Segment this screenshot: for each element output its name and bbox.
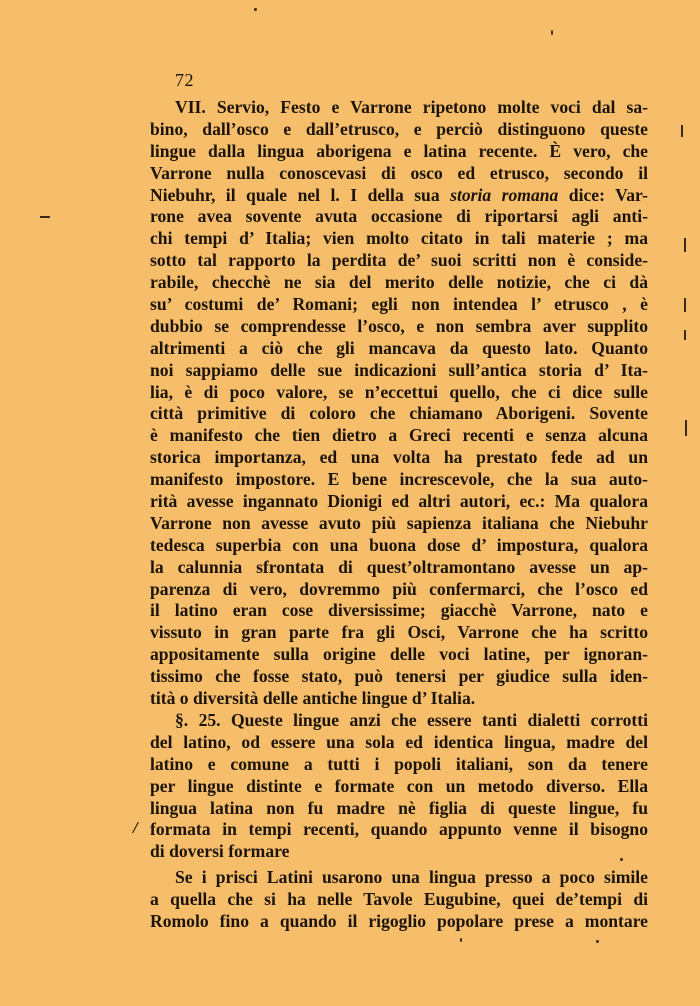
text-line: per lingue distinte e formate con un metodo diverso. Ella	[150, 775, 648, 796]
scan-speck	[460, 938, 462, 942]
text-run: dice: Var-	[558, 184, 649, 205]
text-line: lingua latina non fu madre nè figlia di queste lingue, fu	[150, 797, 648, 818]
scan-speck	[254, 8, 257, 11]
text-line: Varrone nulla conoscevasi di osco ed etrusco, secondo il	[150, 162, 648, 183]
text-line: sotto tal rapporto la perdita de’ suoi scritti non è conside-	[150, 250, 648, 271]
text-line: tedesca superbia con una buona dose d’ impostura, qualora	[150, 534, 648, 555]
text-line: manifesto impostore. E bene increscevole, che la sua auto-	[150, 469, 648, 490]
scan-speck	[620, 858, 623, 861]
text-line: bino, dall’osco e dall’etrusco, e perciò distinguono queste	[150, 118, 648, 139]
book-title: storia romana	[450, 184, 559, 205]
text-line	[150, 185, 648, 207]
text-line: di doversi formare	[150, 841, 290, 862]
text-line: chi tempi d’ Italia; vien molto citato in tali materie ; ma	[150, 228, 648, 249]
margin-slash-mark: /	[133, 818, 138, 837]
text-line: dubbio se comprendesse l’osco, e non sembra aver supplito	[150, 315, 648, 336]
text-line: su’ costumi de’ Romani; egli non intendea l’ etrusco , è	[150, 294, 648, 315]
text-line: il latino eran cose diversissime; giacchè Varrone, nato e	[150, 600, 648, 621]
text-run: Niebuhr, il quale nel l. I della sua	[150, 184, 451, 205]
text-line: città primitive di coloro che chiamano Aborigeni. Sovente	[150, 403, 648, 424]
text-line: rità avesse ingannato Dionigi ed altri autori, ec.: Ma qualora	[150, 491, 648, 512]
scan-speck	[551, 30, 553, 35]
text-line: è manifesto che tien dietro a Greci recenti e senza alcuna	[150, 425, 648, 446]
text-line: la calunnia sfrontata di quest’oltramontano avesse un ap-	[150, 556, 648, 577]
text-line: rone avea sovente avuta occasione di riportarsi agli anti-	[150, 206, 648, 227]
text-line: lia, è di poco valore, se n’eccettui quello, che ci dice sulle	[150, 381, 648, 402]
text-line: formata in tempi recenti, quando appunto venne il bisogno	[150, 819, 648, 840]
text-line: tissimo che fosse stato, può tenersi per giudice sulla iden-	[150, 666, 648, 687]
margin-rule-mark	[681, 125, 683, 137]
text-line: latino e comune a tutti i popoli italiani, son da tenere	[150, 753, 648, 774]
margin-rule-mark	[684, 330, 686, 340]
text-line: tità o diversità delle antiche lingue d’ Italia.	[150, 688, 476, 709]
text-line: appositamente sulla origine delle voci latine, per ignoran-	[150, 644, 648, 665]
text-line: Romolo fino a quando il rigoglio popolare prese a montare	[150, 910, 648, 931]
margin-rule-mark	[684, 238, 686, 252]
text-line: lingue dalla lingua aborigena e latina recente. È vero, che	[150, 140, 648, 161]
margin-rule-mark	[685, 420, 687, 436]
text-line: Se i prisci Latini usarono una lingua presso a poco simile	[175, 867, 648, 888]
text-line: noi sappiamo delle sue indicazioni sull’antica storia d’ Ita-	[150, 359, 648, 380]
text-line: VII. Servio, Festo e Varrone ripetono molte voci dal sa-	[175, 97, 648, 117]
text-line: del latino, od essere una sola ed identica lingua, madre del	[150, 731, 648, 752]
text-line: rabile, checchè ne sia del merito delle notizie, che ci dà	[150, 272, 648, 293]
text-line: Varrone non avesse avuto più sapienza italiana che Niebuhr	[150, 512, 648, 533]
text-line: a quella che si ha nelle Tavole Eugubine, quei de’tempi di	[150, 889, 648, 910]
text-line: vissuto in gran parte fra gli Osci, Varrone che ha scritto	[150, 622, 648, 643]
text-line: storica importanza, ed una volta ha prestato fede ad un	[150, 447, 648, 468]
page-number: 72	[175, 70, 194, 90]
margin-rule-mark	[40, 216, 50, 218]
margin-rule-mark	[684, 298, 686, 312]
body-text	[150, 97, 648, 933]
text-line: parenza di vero, dovremmo più confermarci, che l’osco ed	[150, 578, 648, 599]
text-line: §. 25. Queste lingue anzi che essere tanti dialetti corrotti	[175, 709, 648, 730]
text-line: altrimenti a ciò che gli mancava da questo lato. Quanto	[150, 337, 648, 358]
scan-speck	[596, 940, 599, 943]
